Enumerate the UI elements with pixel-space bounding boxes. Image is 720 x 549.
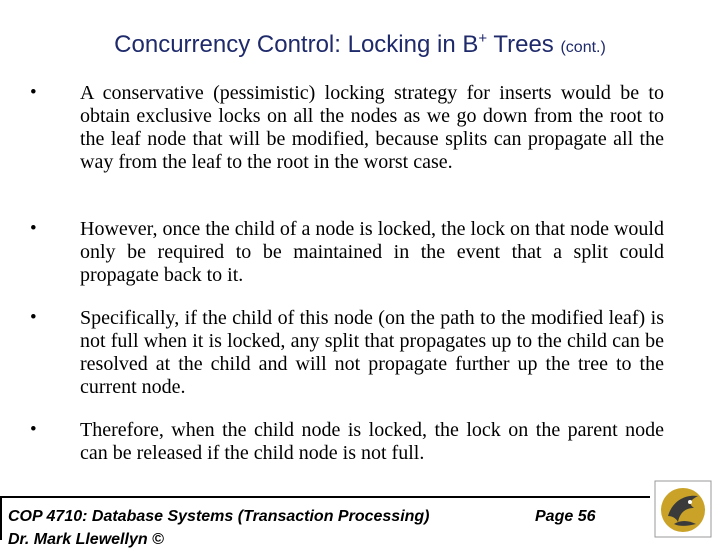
title-cont: (cont.) xyxy=(560,39,606,56)
bullet-text: Therefore, when the child node is locked, the lock on the parent node can be released if the child node is not full. xyxy=(80,419,664,464)
pegasus-logo-icon xyxy=(654,480,712,538)
footer-course: COP 4710: Database Systems (Transaction Processing) xyxy=(8,508,430,525)
bullet-text: However, once the child of a node is locked, the lock on that node would only be required to be maintained in the event that a split could propagate back to it. xyxy=(80,218,664,286)
slide-title xyxy=(0,30,720,59)
bullet-marker: • xyxy=(30,419,37,440)
title-superscript: + xyxy=(478,30,488,47)
bullet-text: A conservative (pessimistic) locking strategy for inserts would be to obtain exclusive locks on all the nodes as we go down from the root to the leaf node that will be modified, because splits can propagate all the way from the leaf to the root in the worst case. xyxy=(80,82,664,173)
page-number: Page 56 xyxy=(535,508,596,525)
footer-author: Dr. Mark Llewellyn © xyxy=(8,531,164,548)
bullet-text: Specifically, if the child of this node (on the path to the modified leaf) is not full when it is locked, any split that propagates up to the child can be resolved at the child and will not propagate further up the tree to the current node. xyxy=(80,307,664,398)
bullet-marker: • xyxy=(30,82,37,103)
title-main: Concurrency Control: Locking in B xyxy=(114,31,479,58)
title-rest: Trees xyxy=(487,31,561,58)
bullet-marker: • xyxy=(30,218,37,239)
bullet-marker: • xyxy=(30,307,37,328)
